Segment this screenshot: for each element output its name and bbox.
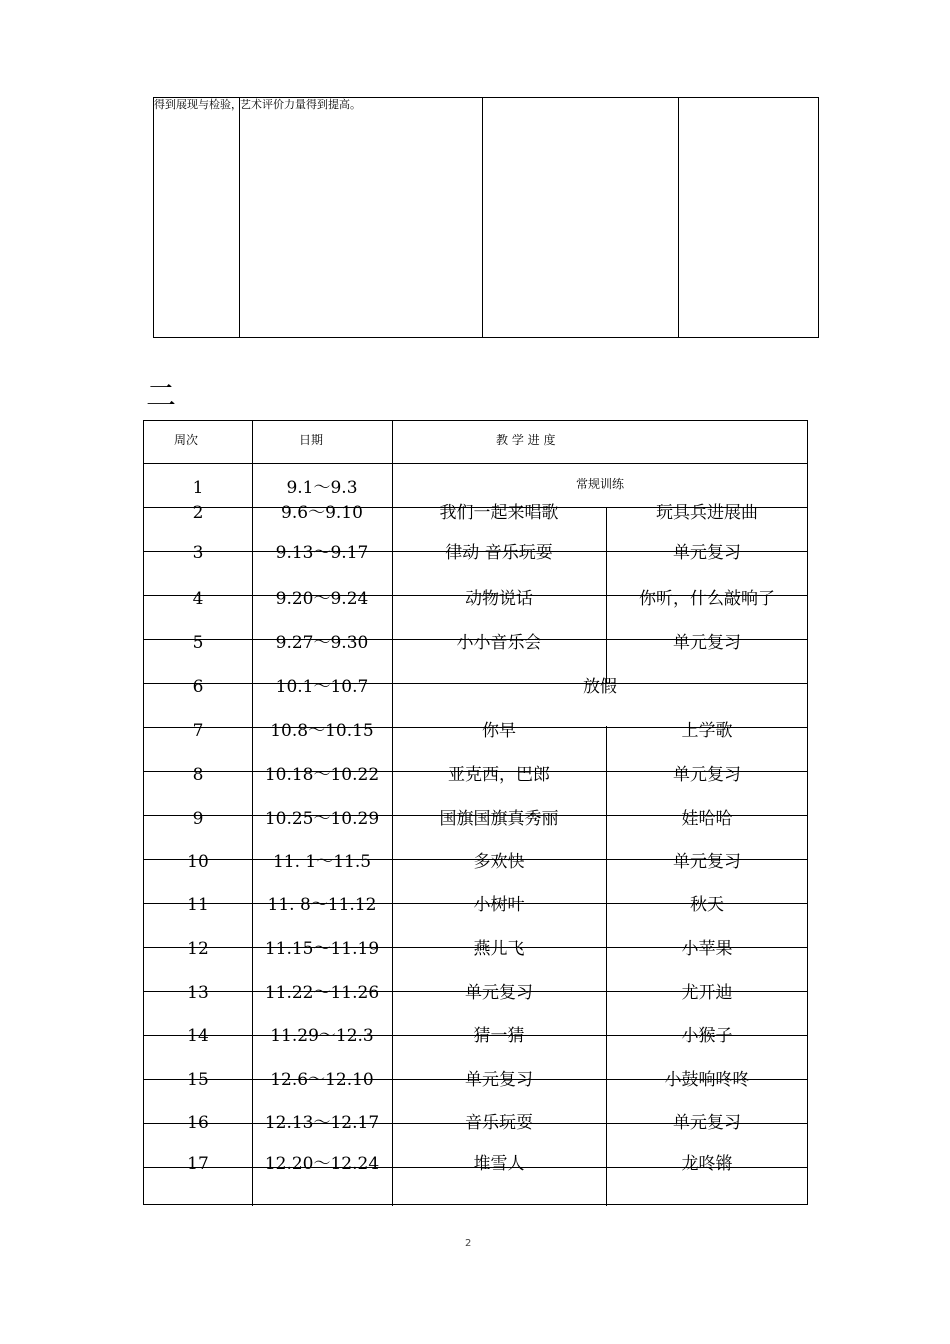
lesson-a: 国旗国旗真秀丽	[439, 809, 559, 829]
week-number: 14	[187, 1026, 209, 1046]
week-date: 12.6～12.10	[270, 1070, 374, 1090]
lesson-b: 单元复习	[673, 543, 741, 563]
week-number: 13	[187, 983, 209, 1003]
carryover-text-2: 艺术评价力量得到提高。	[240, 98, 361, 111]
header-progress: 教 学 进 度	[496, 433, 556, 447]
week-date: 10.8～10.15	[270, 721, 374, 741]
lesson-b: 玩具兵进展曲	[656, 503, 758, 523]
section-marker: 二	[146, 379, 176, 414]
carryover-cell-1	[154, 98, 240, 338]
carryover-cell-4	[679, 98, 819, 338]
week-number: 4	[192, 589, 204, 609]
lesson-span: 放假	[583, 677, 617, 697]
lesson-a: 音乐玩耍	[465, 1113, 533, 1133]
lesson-b: 龙咚锵	[681, 1154, 733, 1174]
carryover-cell-2	[240, 98, 483, 338]
lesson-a: 小小音乐会	[456, 633, 542, 653]
week-date: 9.13～9.17	[275, 543, 369, 563]
lesson-a: 小树叶	[473, 895, 525, 915]
week-date: 10.25～10.29	[264, 809, 380, 829]
carryover-text-1: 得到展现与检验，	[154, 98, 242, 111]
week-date: 9.1～9.3	[286, 478, 358, 498]
carryover-table	[153, 97, 819, 338]
row-divider	[144, 463, 807, 464]
week-date: 12.13～12.17	[264, 1113, 380, 1133]
lesson-b: 小猴子	[681, 1026, 733, 1046]
week-number: 10	[187, 852, 209, 872]
lesson-a: 猜一猜	[473, 1026, 525, 1046]
week-number: 5	[192, 633, 204, 653]
week-date: 12.20～12.24	[264, 1154, 380, 1174]
week-date: 9.20～9.24	[275, 589, 369, 609]
week-number: 15	[187, 1070, 209, 1090]
lesson-a: 你早	[482, 721, 516, 741]
week-date: 9.27～9.30	[275, 633, 369, 653]
lesson-b: 尤开迪	[681, 983, 733, 1003]
week-number: 17	[187, 1154, 209, 1174]
lesson-b: 小鼓响咚咚	[664, 1070, 750, 1090]
lesson-b: 你听，什么敲响了	[639, 589, 775, 609]
lesson-a: 亚克西，巴郎	[448, 765, 550, 785]
week-number: 11	[187, 895, 209, 915]
lesson-a: 堆雪人	[473, 1154, 525, 1174]
week-date: 10.1～10.7	[275, 677, 369, 697]
schedule-table	[143, 420, 808, 1205]
lesson-a: 燕儿飞	[473, 939, 525, 959]
week-number: 6	[192, 677, 204, 697]
lesson-b: 秋天	[690, 895, 724, 915]
lesson-b: 娃哈哈	[681, 809, 733, 829]
lesson-span: 常规训练	[575, 477, 624, 491]
header-week: 周次	[174, 433, 199, 447]
lesson-a: 律动 音乐玩耍	[445, 543, 553, 563]
week-date: 11. 1～11.5	[272, 852, 372, 872]
lesson-a: 多欢快	[473, 852, 525, 872]
lesson-b: 上学歌	[681, 721, 733, 741]
week-number: 1	[192, 478, 204, 498]
column-divider	[606, 727, 607, 1206]
lesson-a: 动物说话	[465, 589, 533, 609]
week-number: 12	[187, 939, 209, 959]
week-number: 9	[192, 809, 204, 829]
lesson-b: 小苹果	[681, 939, 733, 959]
page-number: 2	[465, 1238, 472, 1249]
lesson-b: 单元复习	[673, 852, 741, 872]
lesson-b: 单元复习	[673, 1113, 741, 1133]
lesson-a: 我们一起来唱歌	[439, 503, 559, 523]
carryover-cell-3	[483, 98, 679, 338]
week-date: 11.15～11.19	[264, 939, 380, 959]
week-number: 2	[192, 503, 204, 523]
lesson-a: 单元复习	[465, 983, 533, 1003]
week-number: 16	[187, 1113, 209, 1133]
week-number: 3	[192, 543, 204, 563]
lesson-b: 单元复习	[673, 633, 741, 653]
week-date: 10.18～10.22	[264, 765, 380, 785]
lesson-a: 单元复习	[465, 1070, 533, 1090]
week-date: 11.29～12.3	[270, 1026, 374, 1046]
week-date: 11.22～11.26	[264, 983, 380, 1003]
week-date: 9.6～9.10	[281, 503, 363, 523]
week-number: 8	[192, 765, 204, 785]
week-number: 7	[192, 721, 204, 741]
header-date: 日期	[299, 433, 324, 447]
week-date: 11. 8～11.12	[267, 895, 377, 915]
lesson-b: 单元复习	[673, 765, 741, 785]
